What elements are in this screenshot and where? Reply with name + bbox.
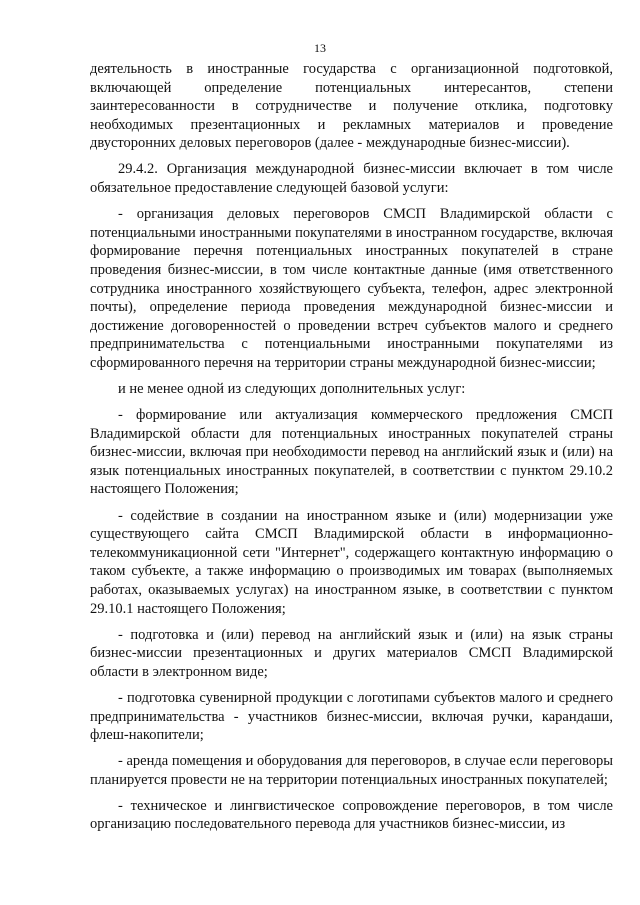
paragraph-commercial-offer: - формирование или актуализация коммерческого предложения СМСП Владимирской области для потенциальных иностранных покупателей страны бизнес-миссии, включая при необходимости перевод на английский язык и (или) на язык потенциальных иностранных покупателей, в соответствии с пунктом 29.10.2 настоящего Положения; xyxy=(90,407,613,498)
paragraph-premises-rental: - аренда помещения и оборудования для переговоров, в случае если переговоры планируется провести не на территории потенциальных иностранных покупателей; xyxy=(90,753,613,788)
paragraph-souvenirs: - подготовка сувенирной продукции с логотипами субъектов малого и среднего предпринимательства - участников бизнес-миссии, включая ручки, карандаши, флеш-накопители; xyxy=(90,689,613,744)
paragraph-website: - содействие в создании на иностранном языке и (или) модернизации уже существующего сайта СМСП Владимирской области в информационно-телекоммуникационной сети "Интернет", содержащего контактную информацию о таком субъекте, а также информацию о производимых им товарах (выполняемых работах, оказываемых услугах) на иностранном языке, в соответствии с пунктом 29.10.1 настоящего Положения; xyxy=(90,507,613,617)
paragraph-additional-services-intro: и не менее одной из следующих дополнительных услуг: xyxy=(118,381,466,397)
document-body xyxy=(90,60,613,842)
paragraph-translation: - подготовка и (или) перевод на английский язык и (или) на язык страны бизнес-миссии презентационных и других материалов СМСП Владимирской области в электронном виде; xyxy=(90,626,613,680)
page-number: 13 xyxy=(314,41,326,55)
paragraph-linguistic-support: - техническое и лингвистическое сопровождение переговоров, в том числе организацию последовательного перевода для участников бизнес-миссии, из xyxy=(90,797,613,833)
paragraph-base-service: - организация деловых переговоров СМСП Владимирской области с потенциальными иностранными покупателями в иностранном государстве, включая формирование перечня потенциальных иностранных покупателей в стране проведения бизнес-миссии, в том числе контактные данные (имя ответственного сотрудника иностранного хозяйствующего субъекта, телефон, адрес электронной почты), определение периода проведения международной бизнес-миссии и достижение договоренностей о проведении встреч субъектов малого и среднего предпринимательства с потенциальными иностранными покупателями из сформированного перечня на территории страны международной бизнес-миссии; xyxy=(90,206,613,371)
paragraph-continuation: деятельность в иностранные государства с организационной подготовкой, включающей определение потенциальных интересантов, степени заинтересованности в сотрудничестве и получение отклика, подготовку необходимых презентационных и рекламных материалов и проведение двусторонних деловых переговоров (далее - международные бизнес-миссии). xyxy=(90,61,613,152)
paragraph-clause-29-4-2: 29.4.2. Организация международной бизнес-миссии включает в том числе обязательное предоставление следующей базовой услуги: xyxy=(90,161,613,197)
